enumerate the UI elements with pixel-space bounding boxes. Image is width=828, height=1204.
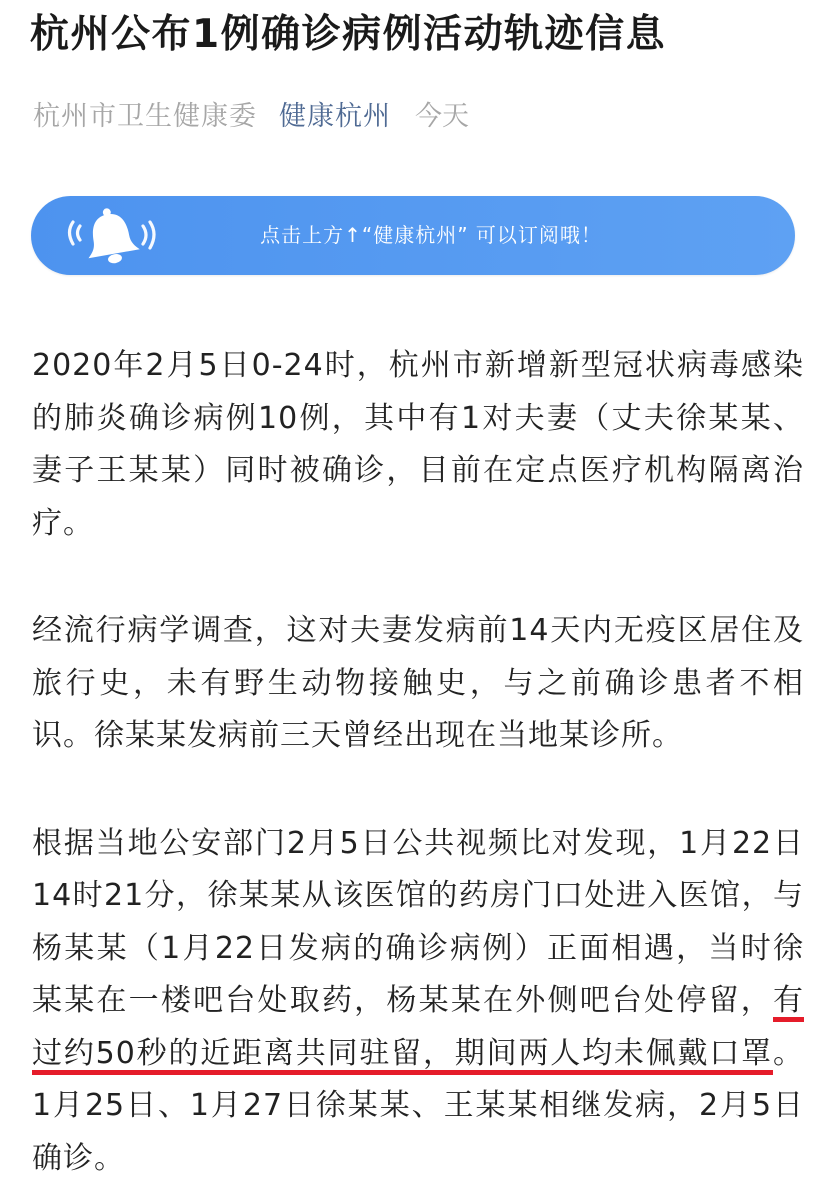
subscribe-banner[interactable] <box>31 196 795 275</box>
paragraph-2: 经流行病学调查，这对夫妻发病前14天内无疫区居住及旅行史，未有野生动物接触史，与之前确诊患者不相识。徐某某发病前三天曾经出现在当地某诊所。 <box>32 613 804 753</box>
account-link[interactable]: 健康杭州 <box>279 100 391 132</box>
subscribe-text: 点击上方↑“健康杭州” 可以订阅哦！ <box>260 223 602 247</box>
paragraph-1: 2020年2月5日0-24时，杭州市新增新型冠状病毒感染的肺炎确诊病例10例，其中有1对夫妻（丈夫徐某某、妻子王某某）同时被确诊，目前在定点医疗机构隔离治疗。 <box>32 348 804 541</box>
publish-date: 今天 <box>415 100 469 132</box>
article-title: 杭州公布1例确诊病例活动轨迹信息 <box>30 12 667 57</box>
article-body <box>32 340 804 1185</box>
underlined-highlight: 有过约50秒的近距离共同驻留，期间两人均未佩戴口罩 <box>32 983 804 1071</box>
paragraph-3-ending: 。1月25日、1月27日徐某某、王某某相继发病，2月5日确诊。 <box>32 1035 804 1176</box>
article-meta <box>33 91 469 135</box>
paragraph-3 <box>32 818 804 1186</box>
author-name: 杭州市卫生健康委 <box>33 100 257 132</box>
paragraph-3-text: 根据当地公安部门2月5日公共视频比对发现，1月22日14时21分，徐某某从该医馆的药房门口处进入医馆，与杨某某（1月22日发病的确诊病例）正面相遇，当时徐某某在一楼吧台处取药，杨某某在外侧吧台处停留， <box>32 825 804 1018</box>
